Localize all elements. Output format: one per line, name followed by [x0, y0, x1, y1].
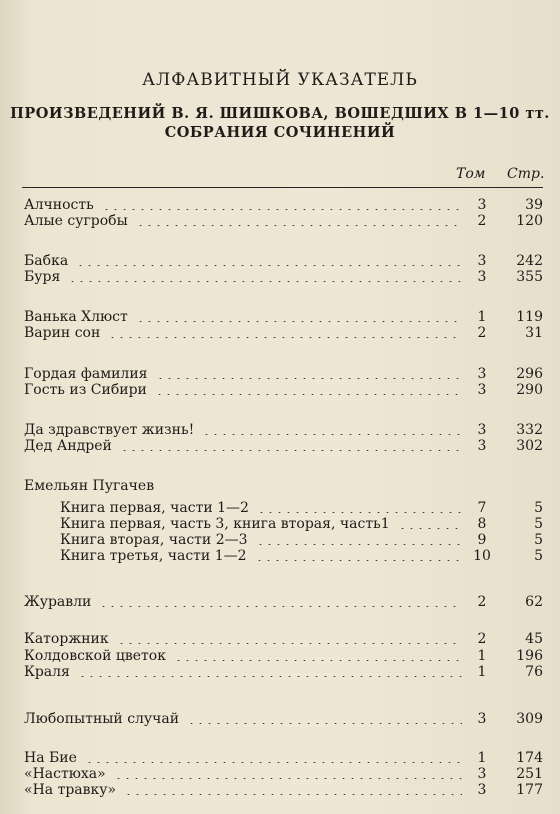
index-entry	[0, 269, 560, 285]
index-entry	[0, 664, 560, 680]
entry-volume: 3	[477, 253, 487, 269]
entry-page: 309	[516, 711, 543, 727]
entry-title: Бабка	[24, 253, 69, 269]
entry-volume: 7	[477, 500, 487, 516]
index-entry	[0, 631, 560, 647]
page-column-header: Стр.	[507, 166, 545, 182]
entry-volume: 2	[477, 594, 487, 610]
entry-title: Алые сугробы	[24, 213, 128, 229]
index-entry	[0, 711, 560, 727]
entry-title: Буря	[24, 269, 61, 285]
entry-title: Гость из Сибири	[24, 382, 147, 398]
entry-volume: 1	[477, 750, 487, 766]
leader-dots	[136, 321, 462, 322]
entry-title: Любопытный случай	[24, 711, 180, 727]
entry-volume: 1	[477, 309, 487, 325]
index-entry	[0, 325, 560, 341]
leader-dots	[85, 762, 462, 763]
index-subtitle-line2: СОБРАНИЯ СОЧИНЕНИЙ	[164, 124, 396, 141]
index-entry	[0, 782, 560, 798]
entry-title: «Настюха»	[24, 766, 106, 782]
entry-page: 5	[534, 516, 543, 532]
leader-dots	[202, 434, 462, 435]
entry-page: 5	[534, 532, 543, 548]
index-entry	[0, 478, 560, 494]
entry-page: 31	[525, 325, 543, 341]
leader-dots	[117, 643, 462, 644]
entry-page: 196	[516, 648, 543, 664]
index-entry	[0, 422, 560, 438]
entry-title: Книга первая, часть 3, книга вторая, часть1	[60, 516, 390, 532]
entry-page: 251	[516, 766, 543, 782]
entry-volume: 1	[477, 664, 487, 680]
index-entry	[0, 516, 560, 532]
entry-page: 242	[516, 253, 543, 269]
volume-column-header: Том	[456, 166, 486, 182]
leader-dots	[155, 394, 462, 395]
index-entry	[0, 213, 560, 229]
entry-volume: 3	[477, 422, 487, 438]
index-entry	[0, 253, 560, 269]
index-entry	[0, 766, 560, 782]
entry-title: Да здравствует жизнь!	[24, 422, 195, 438]
leader-dots	[124, 794, 462, 795]
leader-dots	[255, 560, 462, 561]
entry-volume: 3	[477, 382, 487, 398]
entry-page: 5	[534, 500, 543, 516]
entry-page: 62	[525, 594, 543, 610]
entry-volume: 2	[477, 631, 487, 647]
index-entry	[0, 648, 560, 664]
entry-page: 332	[516, 422, 543, 438]
entry-volume: 8	[477, 516, 487, 532]
leader-dots	[257, 512, 462, 513]
leader-dots	[99, 606, 462, 607]
entry-page: 177	[516, 782, 543, 798]
entry-title: Книга первая, части 1—2	[60, 500, 249, 516]
index-entry	[0, 382, 560, 398]
entry-volume: 3	[477, 711, 487, 727]
entry-page: 119	[516, 309, 543, 325]
entry-page: 45	[525, 631, 543, 647]
index-subtitle-line1: ПРОИЗВЕДЕНИЙ В. Я. ШИШКОВА, ВОШЕДШИХ В 1—10 тт.	[10, 105, 550, 122]
entry-page: 355	[516, 269, 543, 285]
index-entry	[0, 197, 560, 213]
entry-title: Журавли	[24, 594, 92, 610]
index-entry	[0, 500, 560, 516]
header-divider	[22, 187, 543, 188]
index-entry	[0, 594, 560, 610]
entry-title: Гордая фамилия	[24, 366, 148, 382]
entry-volume: 9	[477, 532, 487, 548]
index-entry	[0, 309, 560, 325]
leader-dots	[68, 281, 462, 282]
entry-title: Колдовской цветок	[24, 648, 166, 664]
entry-title: Алчность	[24, 197, 94, 213]
entry-title: Книга вторая, части 2—3	[60, 532, 248, 548]
entry-volume: 3	[477, 782, 487, 798]
entry-volume: 1	[477, 648, 487, 664]
entry-title: Книга третья, части 1—2	[60, 548, 247, 564]
entry-page: 5	[534, 548, 543, 564]
entry-title: Ванька Хлюст	[24, 309, 128, 325]
leader-dots	[102, 209, 462, 210]
index-entry	[0, 438, 560, 454]
entry-title: Каторжник	[24, 631, 109, 647]
entry-volume: 3	[477, 197, 487, 213]
entry-volume: 3	[477, 438, 487, 454]
leader-dots	[156, 378, 463, 379]
leader-dots	[76, 265, 462, 266]
entry-title: Варин сон	[24, 325, 101, 341]
entry-title: На Бие	[24, 750, 77, 766]
entry-title: Емельян Пугачев	[24, 478, 155, 494]
entry-page: 290	[516, 382, 543, 398]
entry-page: 296	[516, 366, 543, 382]
leader-dots	[174, 660, 462, 661]
entry-volume: 10	[473, 548, 491, 564]
entry-page: 39	[525, 197, 543, 213]
entry-page: 120	[516, 213, 543, 229]
leader-dots	[120, 450, 462, 451]
entry-volume: 3	[477, 269, 487, 285]
index-entry	[0, 750, 560, 766]
entry-page: 174	[516, 750, 543, 766]
entry-title: Дед Андрей	[24, 438, 112, 454]
index-entry	[0, 548, 560, 564]
index-entry	[0, 532, 560, 548]
entry-title: «На травку»	[24, 782, 117, 798]
leader-dots	[114, 778, 462, 779]
entry-volume: 3	[477, 366, 487, 382]
index-title: АЛФАВИТНЫЙ УКАЗАТЕЛЬ	[142, 70, 418, 90]
leader-dots	[256, 544, 462, 545]
leader-dots	[136, 225, 462, 226]
leader-dots	[398, 528, 462, 529]
entry-page: 302	[516, 438, 543, 454]
leader-dots	[78, 676, 462, 677]
entry-volume: 2	[477, 213, 487, 229]
entry-page: 76	[525, 664, 543, 680]
entry-volume: 3	[477, 766, 487, 782]
entry-title: Краля	[24, 664, 70, 680]
index-entry	[0, 366, 560, 382]
entry-volume: 2	[477, 325, 487, 341]
leader-dots	[108, 337, 462, 338]
leader-dots	[187, 723, 462, 724]
